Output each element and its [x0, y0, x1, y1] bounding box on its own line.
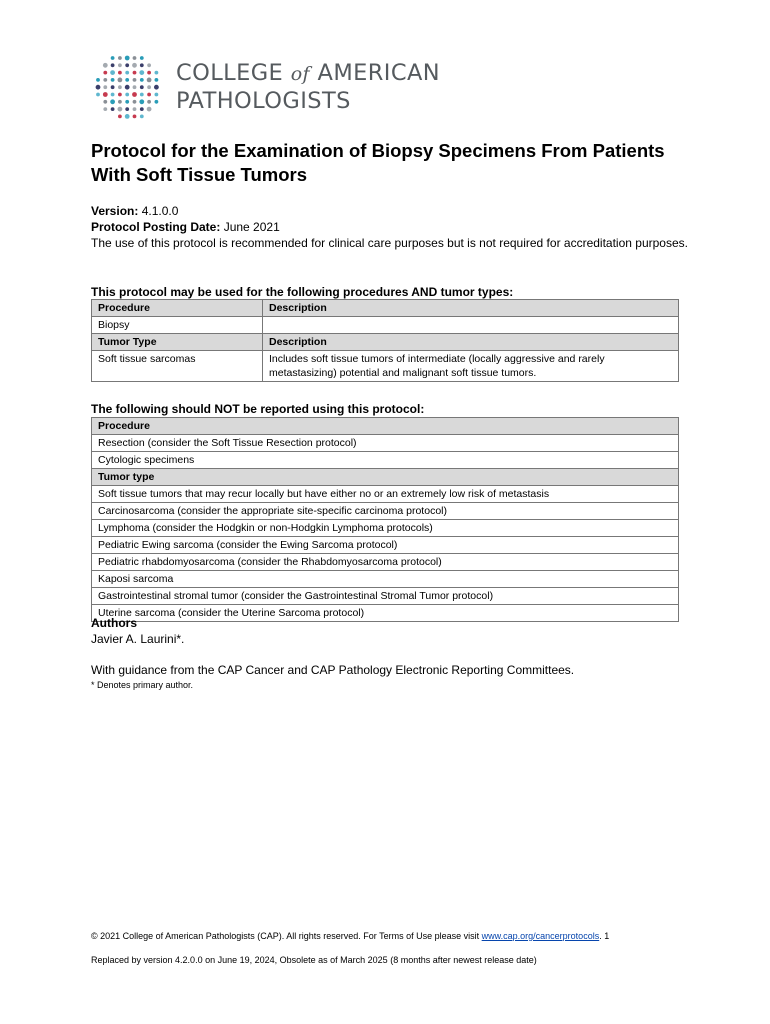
- logo-dot: [147, 78, 152, 83]
- logo-dot: [133, 85, 137, 89]
- page-title: Protocol for the Examination of Biopsy Specimens From Patients With Soft Tissue Tumors: [91, 140, 665, 185]
- logo-dot: [125, 107, 129, 111]
- logo-dot: [125, 56, 130, 61]
- logo-line1-b: AMERICAN: [310, 59, 440, 86]
- logo-dot: [133, 78, 137, 82]
- authors-heading: Authors: [91, 616, 137, 630]
- copyright-text: © 2021 College of American Pathologists (CAP). All rights reserved. For Terms of Use please visit: [91, 931, 482, 941]
- logo-dot: [111, 93, 115, 97]
- logo-dot: [118, 78, 123, 83]
- logo-dot: [147, 85, 151, 89]
- logo-dot: [155, 78, 159, 82]
- used-for-table: [91, 299, 679, 382]
- logo-line2: PATHOLOGISTS: [176, 87, 351, 114]
- table-row: [92, 537, 679, 554]
- cap-logo: [94, 54, 440, 120]
- table-row: [92, 605, 679, 622]
- cancer-protocols-link[interactable]: www.cap.org/cancerprotocols: [481, 931, 600, 941]
- logo-dot: [140, 115, 144, 119]
- logo-dot: [147, 107, 152, 112]
- logo-dot: [96, 93, 100, 97]
- logo-dot: [111, 63, 115, 67]
- used-for-heading: This protocol may be used for the following procedures AND tumor types:: [91, 285, 514, 299]
- tumor-cell: Soft tissue tumors that may recur locally but have either no or an extremely low risk of metastasis: [92, 486, 679, 503]
- logo-dot: [96, 85, 101, 90]
- logo-dot: [103, 63, 108, 68]
- cap-dot-grid-icon: [94, 54, 162, 120]
- logo-dot: [111, 107, 115, 111]
- replaced-note: Replaced by version 4.2.0.0 on June 19, 2024, Obsolete as of March 2025 (8 months after newest release date): [91, 955, 537, 965]
- logo-dot: [139, 99, 144, 104]
- tumor-cell: Lymphoma (consider the Hodgkin or non-Hodgkin Lymphoma protocols): [92, 520, 679, 537]
- table-row: [92, 571, 679, 588]
- logo-dot: [103, 85, 107, 89]
- table-header-row: [92, 418, 679, 435]
- logo-dot: [111, 56, 115, 60]
- version-label: Version:: [91, 204, 139, 218]
- table-row: [92, 435, 679, 452]
- logo-dot: [96, 78, 100, 82]
- logo-dot: [132, 63, 137, 68]
- logo-dot: [133, 71, 137, 75]
- logo-dot: [155, 71, 159, 75]
- table-row: [92, 486, 679, 503]
- not-reported-table: [91, 417, 679, 622]
- table-header-row: [92, 300, 679, 317]
- logo-dot: [125, 78, 129, 82]
- procedure-header: Procedure: [92, 418, 679, 435]
- protocol-meta: [91, 203, 691, 251]
- logo-dot: [118, 85, 122, 89]
- logo-line1-a: COLLEGE: [176, 59, 291, 86]
- logo-dot: [125, 100, 129, 104]
- logo-dot: [111, 85, 115, 89]
- not-reported-heading: The following should NOT be reported using this protocol:: [91, 402, 425, 416]
- tumor-cell: Pediatric Ewing sarcoma (consider the Ewing Sarcoma protocol): [92, 537, 679, 554]
- logo-dot: [118, 71, 122, 75]
- logo-line1-of: of: [290, 62, 310, 85]
- table-row: [92, 351, 679, 382]
- tumor-description-cell: Includes soft tissue tumors of intermediate (locally aggressive and rarely metastasizing) potential and malignant soft tissue tumors.: [263, 351, 679, 382]
- procedure-cell: Resection (consider the Soft Tissue Resection protocol): [92, 435, 679, 452]
- tumor-type-header: Tumor type: [92, 469, 679, 486]
- logo-dot: [147, 100, 151, 104]
- usage-note: The use of this protocol is recommended for clinical care purposes but is not required for accreditation purposes.: [91, 236, 688, 250]
- logo-dot: [118, 115, 122, 119]
- tumor-cell: Carcinosarcoma (consider the appropriate site-specific carcinoma protocol): [92, 503, 679, 520]
- logo-dot: [155, 93, 159, 97]
- procedure-description-cell: [263, 317, 679, 334]
- procedure-header: Procedure: [92, 300, 263, 317]
- logo-dot: [125, 93, 129, 97]
- posting-date-label: Protocol Posting Date:: [91, 220, 221, 234]
- logo-dot: [147, 71, 151, 75]
- tumor-cell: Uterine sarcoma (consider the Uterine Sarcoma protocol): [92, 605, 679, 622]
- table-row: [92, 520, 679, 537]
- table-row: [92, 554, 679, 571]
- description-header: Description: [263, 300, 679, 317]
- logo-dot: [103, 107, 107, 111]
- table-row: [92, 503, 679, 520]
- logo-dot: [118, 93, 122, 97]
- table-row: [92, 588, 679, 605]
- table-header-row: [92, 334, 679, 351]
- logo-dot: [118, 56, 122, 60]
- logo-dot: [140, 78, 144, 82]
- logo-dot: [147, 93, 151, 97]
- logo-dot: [111, 78, 115, 82]
- copyright-footer: [91, 931, 609, 941]
- logo-dot: [103, 92, 108, 97]
- table-header-row: [92, 469, 679, 486]
- version-value: 4.1.0.0: [141, 204, 179, 218]
- tumor-description-header: Description: [263, 334, 679, 351]
- table-row: [92, 317, 679, 334]
- logo-dot: [110, 70, 115, 75]
- logo-dot: [118, 63, 122, 67]
- logo-dot: [140, 107, 144, 111]
- table-row: [92, 452, 679, 469]
- guidance-text: With guidance from the CAP Cancer and CAP Pathology Electronic Reporting Committees.: [91, 663, 575, 677]
- posting-date-value: June 2021: [223, 220, 280, 234]
- tumor-cell: Gastrointestinal stromal tumor (consider the Gastrointestinal Stromal Tumor protocol): [92, 588, 679, 605]
- tumor-type-header: Tumor Type: [92, 334, 263, 351]
- logo-dot: [103, 78, 107, 82]
- logo-dot: [140, 93, 144, 97]
- tumor-cell: Pediatric rhabdomyosarcoma (consider the Rhabdomyosarcoma protocol): [92, 554, 679, 571]
- logo-dot: [133, 107, 137, 111]
- author-names: Javier A. Laurini*.: [91, 632, 185, 646]
- logo-dot: [140, 56, 144, 60]
- logo-dot: [133, 56, 137, 60]
- logo-dot: [147, 63, 151, 67]
- logo-dot: [154, 85, 159, 90]
- logo-dot: [133, 115, 137, 119]
- logo-dot: [132, 92, 137, 97]
- page-number: . 1: [599, 931, 610, 941]
- logo-dot: [125, 63, 129, 67]
- logo-dot: [155, 100, 159, 104]
- logo-dot: [133, 100, 137, 104]
- logo-dot: [125, 71, 129, 75]
- procedure-cell: Cytologic specimens: [92, 452, 679, 469]
- logo-dot: [125, 114, 130, 119]
- logo-dot: [103, 71, 107, 75]
- logo-dot: [140, 85, 144, 89]
- logo-dot: [140, 63, 144, 67]
- logo-dot: [125, 85, 130, 90]
- logo-wordmark: [176, 60, 440, 115]
- logo-dot: [110, 99, 115, 104]
- procedure-cell: Biopsy: [92, 317, 263, 334]
- logo-dot: [103, 100, 107, 104]
- primary-author-note: * Denotes primary author.: [91, 680, 194, 690]
- logo-dot: [118, 100, 122, 104]
- tumor-type-cell: Soft tissue sarcomas: [92, 351, 263, 382]
- tumor-cell: Kaposi sarcoma: [92, 571, 679, 588]
- logo-dot: [139, 70, 144, 75]
- logo-dot: [118, 107, 123, 112]
